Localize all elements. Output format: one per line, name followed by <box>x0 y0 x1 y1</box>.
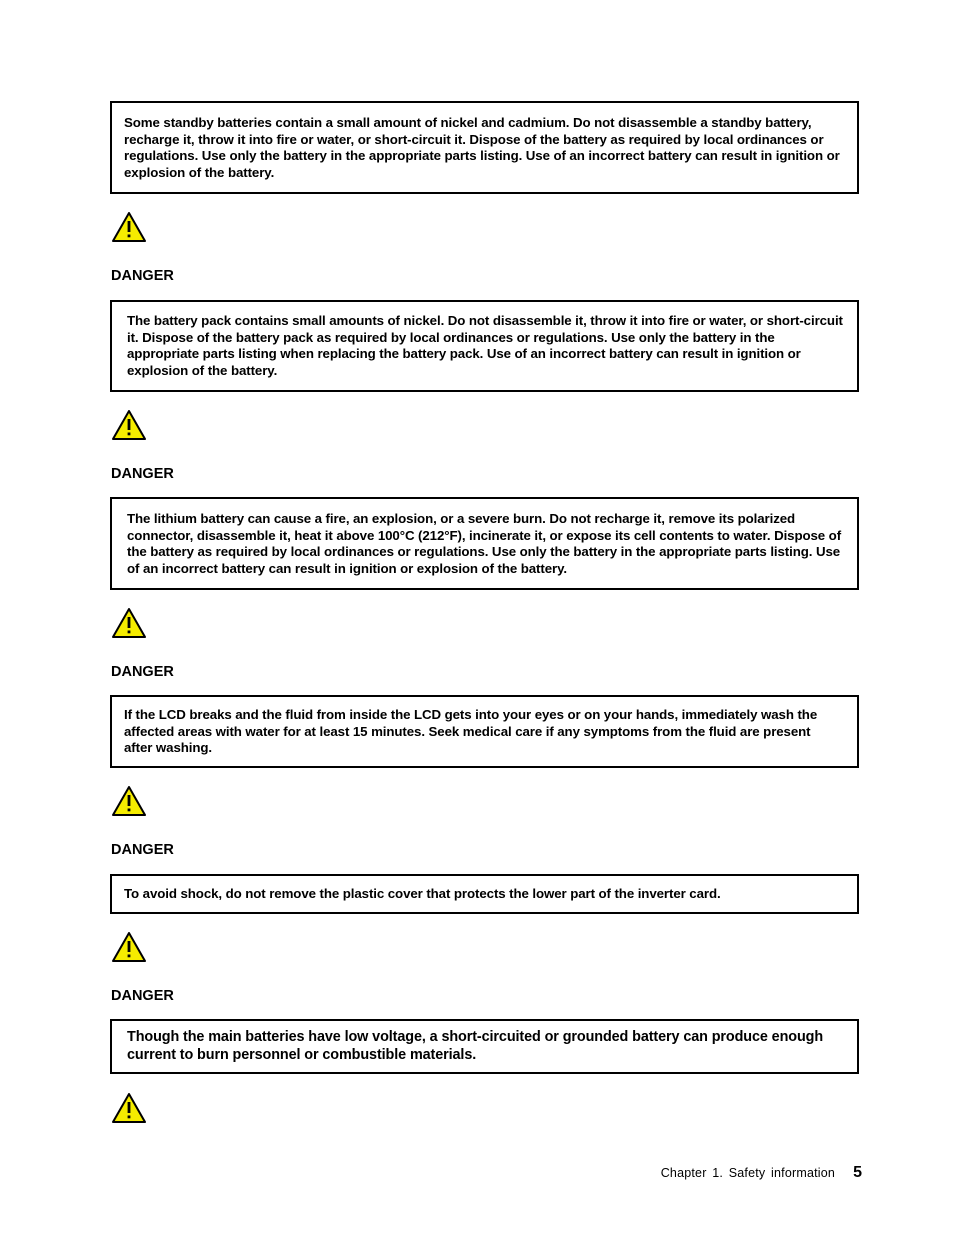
warning-triangle-icon <box>111 785 147 817</box>
page-number: 5 <box>853 1164 862 1181</box>
notice-text: To avoid shock, do not remove the plastic cover that protects the lower part of the inverter card. <box>124 886 721 901</box>
notice-box-standby-battery <box>110 101 859 194</box>
danger-heading: DANGER <box>111 268 174 284</box>
notice-box-inverter-cover <box>110 874 859 914</box>
warning-triangle-icon <box>111 1092 147 1124</box>
notice-box-lithium-battery <box>110 497 859 590</box>
notice-box-lcd-fluid <box>110 695 859 768</box>
notice-box-main-batteries <box>110 1019 859 1074</box>
warning-triangle-icon <box>111 931 147 963</box>
warning-triangle-icon <box>111 211 147 243</box>
danger-heading: DANGER <box>111 466 174 482</box>
page-footer <box>661 1164 862 1182</box>
footer-chapter-title: Chapter 1. Safety information <box>660 1166 836 1180</box>
danger-heading: DANGER <box>111 842 174 858</box>
danger-heading: DANGER <box>111 664 174 680</box>
danger-heading: DANGER <box>111 988 174 1004</box>
notice-text: Though the main batteries have low voltage, a short-circuited or grounded battery can produce enough current to burn personnel or combustible materials. <box>127 1029 824 1063</box>
warning-triangle-icon <box>111 607 147 639</box>
notice-text: Some standby batteries contain a small amount of nickel and cadmium. Do not disassemble a standby battery, recharge it, throw it into fire or water, or short-circuit it. Dispose of the battery as required by local ordinances or regulations. Use only the battery in the appropriate parts listing. Use of an incorrect battery can result in ignition or explosion of the battery. <box>124 115 840 180</box>
notice-box-battery-pack <box>110 300 859 392</box>
notice-text: The battery pack contains small amounts of nickel. Do not disassemble it, throw it into fire or water, or short-circuit it. Dispose of the battery pack as required by local ordinances or regulations. Use only the battery in the appropriate parts listing when replacing the battery pack. Use of an incorrect battery can result in ignition or explosion of the battery. <box>127 313 843 378</box>
notice-text: The lithium battery can cause a fire, an explosion, or a severe burn. Do not recharge it, remove its polarized connector, disassemble it, heat it above 100°C (212°F), incinerate it, or expose its cell contents to water. Dispose of the battery as required by local ordinances or regulations. Use only the battery in the appropriate parts listing. Use of an incorrect battery can result in ignition or explosion of the battery. <box>127 511 842 576</box>
notice-text: If the LCD breaks and the fluid from inside the LCD gets into your eyes or on your hands, immediately wash the affected areas with water for at least 15 minutes. Seek medical care if any symptoms from the fluid are present after washing. <box>124 707 818 756</box>
warning-triangle-icon <box>111 409 147 441</box>
